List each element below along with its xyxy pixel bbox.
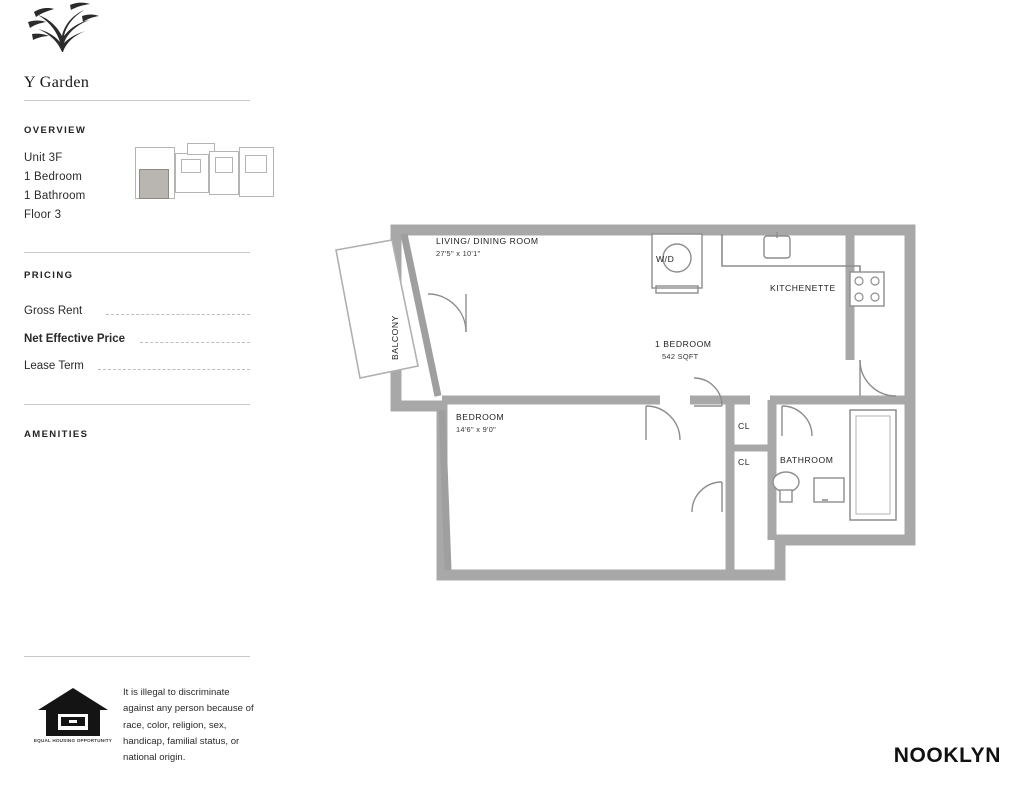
pricing-row-lease-term <box>24 360 250 376</box>
room-label-living-dining: LIVING/ DINING ROOM <box>436 236 539 246</box>
room-label-bedroom: BEDROOM <box>456 412 505 422</box>
balcony-outline <box>336 240 418 378</box>
room-label-kitchenette: KITCHENETTE <box>770 283 836 293</box>
equal-housing-caption: EQUAL HOUSING OPPORTUNITY <box>33 738 113 743</box>
pricing-row-net-effective-price <box>24 333 250 349</box>
toilet-icon <box>773 472 799 492</box>
unit-area: 542 SQFT <box>662 352 699 361</box>
bathroom-fixtures <box>773 410 896 520</box>
divider <box>24 404 250 405</box>
building-keyplan-thumbnail <box>135 141 274 205</box>
room-dimensions-living-dining: 27'5" x 10'1" <box>436 249 481 258</box>
divider <box>24 252 250 253</box>
overview-bedrooms: 1 Bedroom <box>24 171 83 183</box>
sink-icon <box>764 236 790 258</box>
floorplan-diagram <box>330 210 940 605</box>
pricing-label: Net Effective Price <box>24 333 125 345</box>
overview-floor: Floor 3 <box>24 209 62 221</box>
section-label-overview: OVERVIEW <box>24 125 87 136</box>
overview-unit: Unit 3F <box>24 152 63 164</box>
room-label-bathroom: BATHROOM <box>780 455 834 465</box>
tree-branch-logo-icon <box>24 2 100 54</box>
pricing-value-placeholder <box>140 342 250 343</box>
overview-bathrooms: 1 Bathroom <box>24 190 86 202</box>
divider <box>24 100 250 101</box>
vanity-sink-icon <box>814 478 844 502</box>
pricing-value-placeholder <box>98 369 250 370</box>
nooklyn-wordmark: NOOKLYN <box>893 744 1001 767</box>
fair-housing-disclaimer: It is illegal to discriminate against any person because of race, color, religion, sex, handicap, familial status, or national origin. <box>123 687 254 764</box>
pricing-label: Gross Rent <box>24 305 83 317</box>
unit-title: 1 BEDROOM <box>655 339 712 349</box>
sidebar <box>24 0 252 800</box>
fixture-label-closet-1: CL <box>738 421 751 431</box>
pricing-row-gross-rent <box>24 305 250 321</box>
fixture-label-wd: W/D <box>656 254 675 264</box>
pricing-label: Lease Term <box>24 360 84 372</box>
room-dimensions-bedroom: 14'6" x 9'0" <box>456 425 497 434</box>
divider <box>24 656 250 657</box>
range-icon <box>850 272 884 306</box>
bathtub-icon <box>850 410 896 520</box>
room-label-balcony: BALCONY <box>390 315 400 360</box>
section-label-pricing: PRICING <box>24 270 74 281</box>
section-label-amenities: AMENITIES <box>24 429 89 440</box>
page-title: Y Garden <box>24 74 90 91</box>
fixture-label-closet-2: CL <box>738 457 751 467</box>
kitchen-fixtures <box>722 232 884 306</box>
pricing-value-placeholder <box>106 314 250 315</box>
